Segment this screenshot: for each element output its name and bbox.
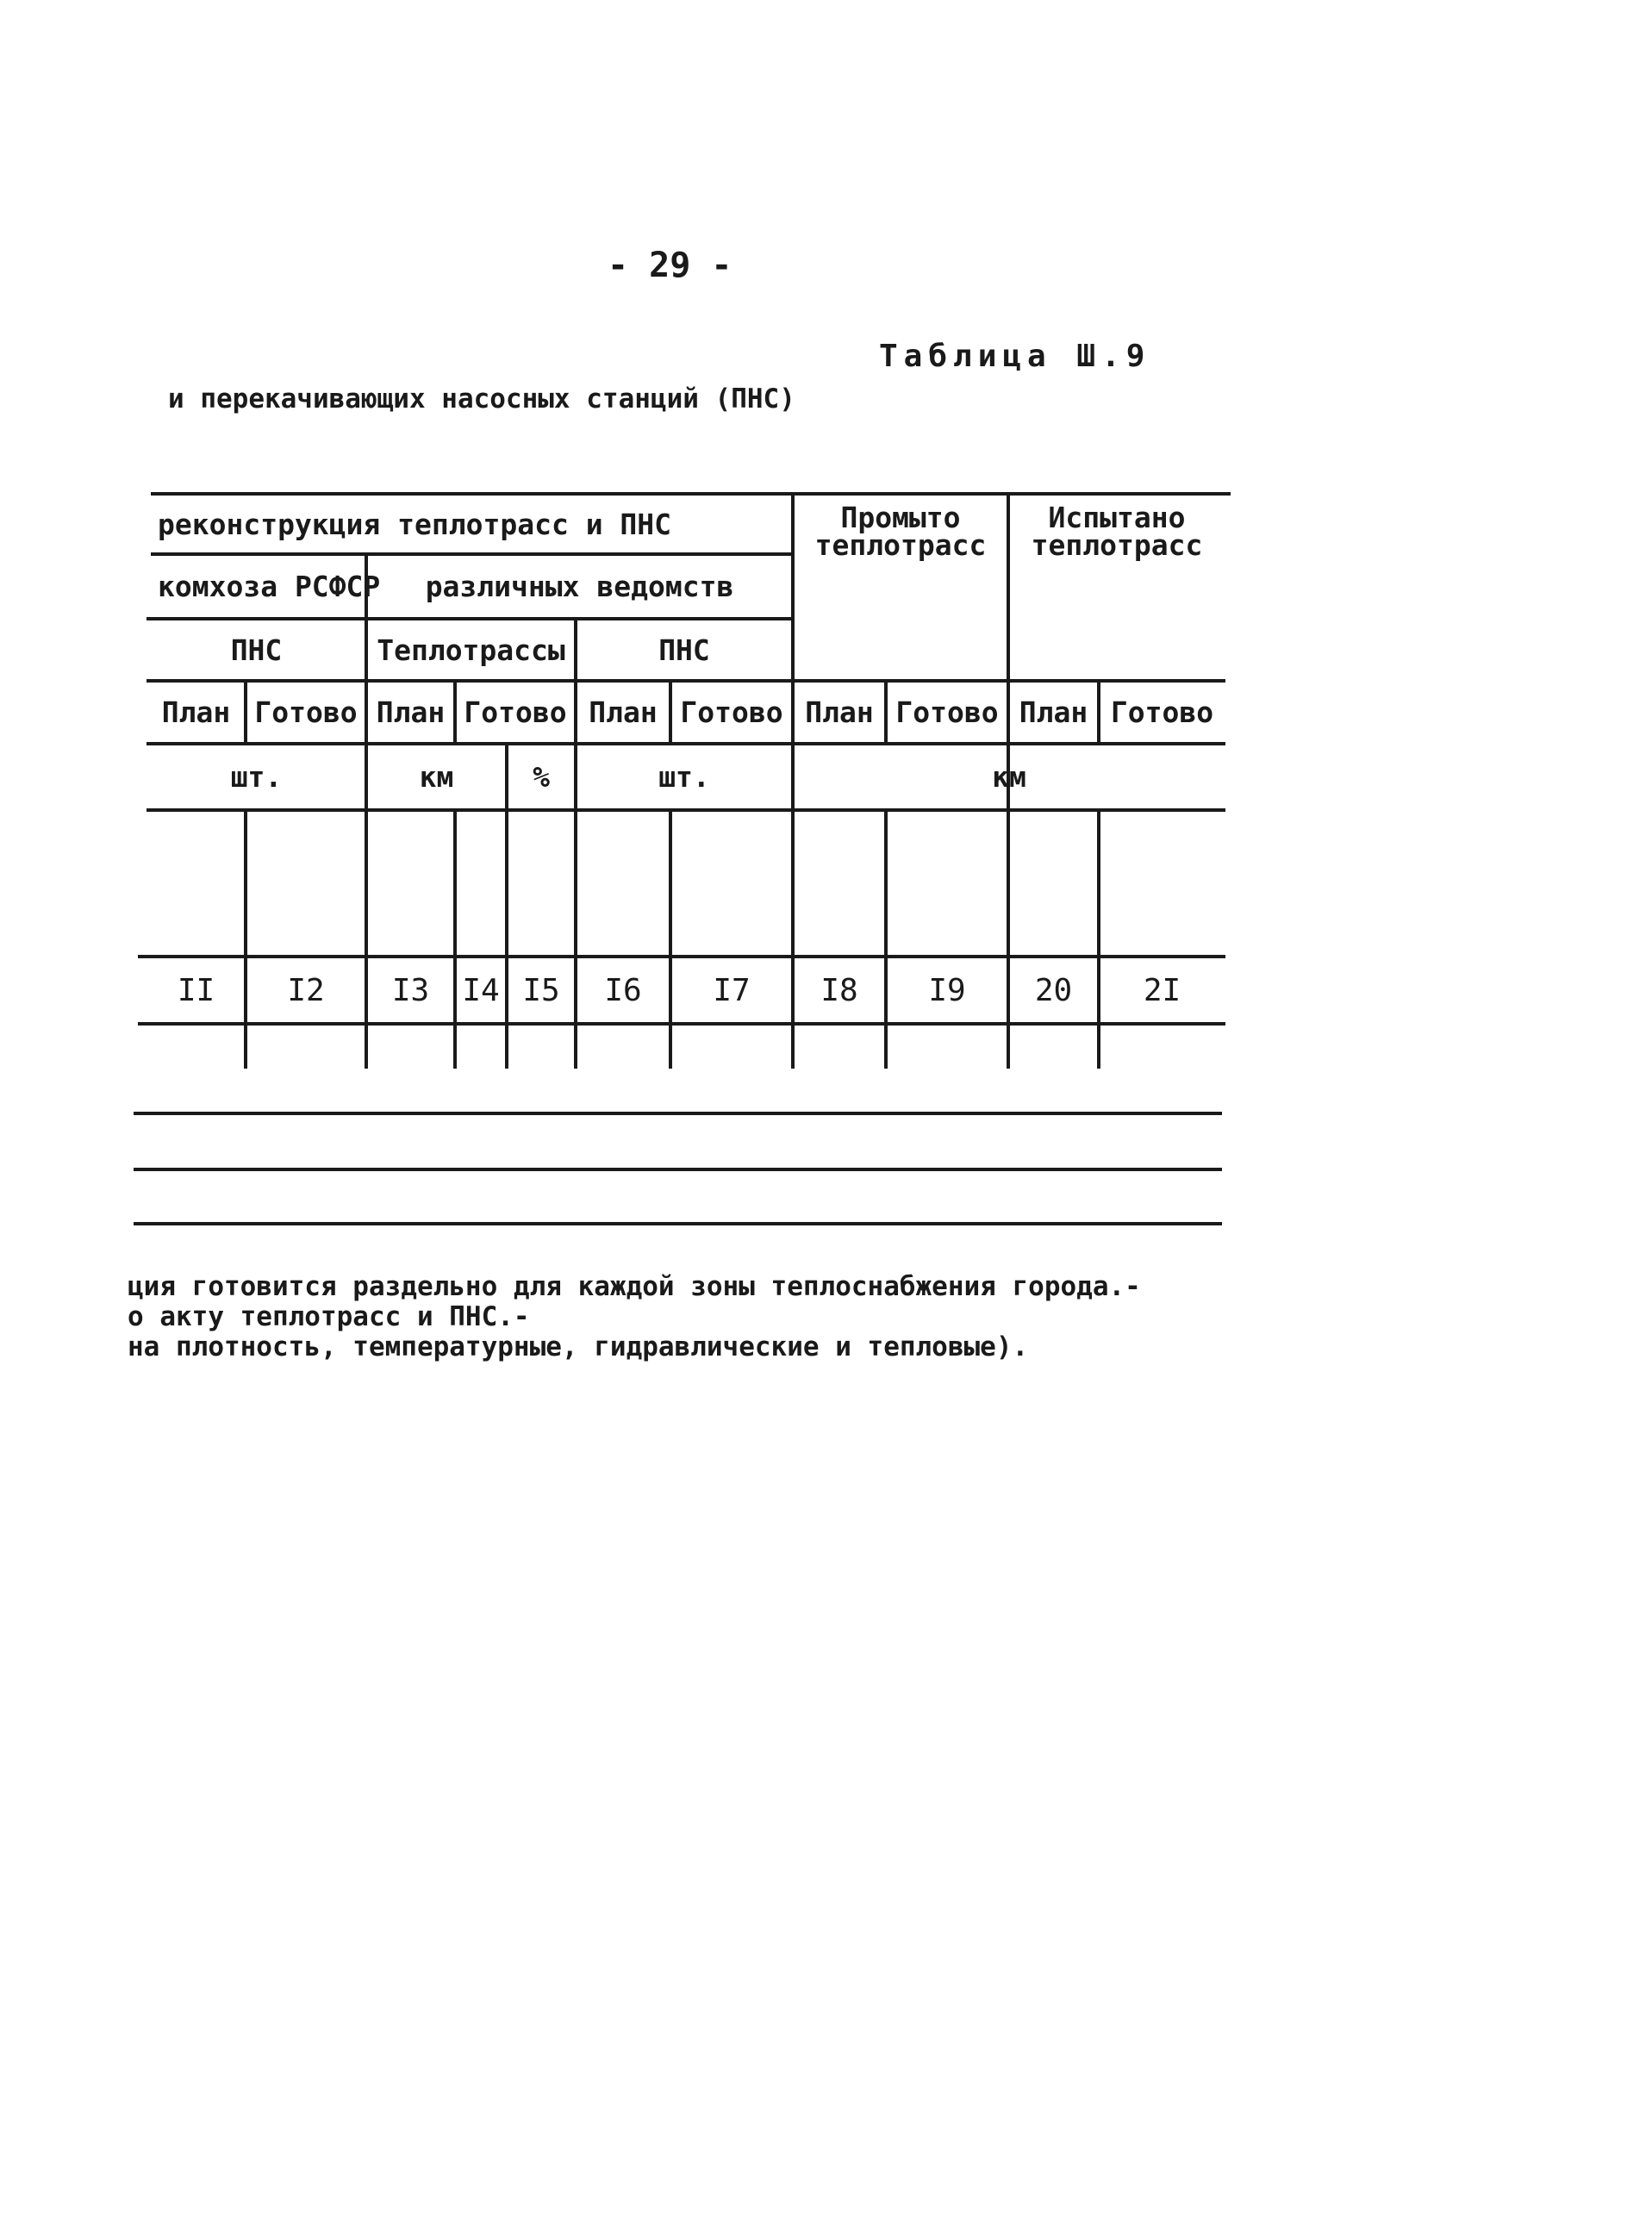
- header-plan: План: [1019, 695, 1088, 729]
- header-komhoz: комхоза РСФСР: [158, 570, 381, 603]
- header-ready: Готово: [895, 695, 999, 729]
- unit-percent: %: [533, 760, 550, 794]
- unit-pcs: шт.: [230, 760, 283, 794]
- header-ready: Готово: [1110, 695, 1214, 729]
- header-ready: Готово: [680, 695, 783, 729]
- header-plan: План: [805, 695, 874, 729]
- column-number: I3: [391, 972, 430, 1008]
- page-number: - 29 -: [608, 246, 732, 285]
- header-various-agencies: различных ведомств: [425, 570, 734, 603]
- header-heatlines: Теплотрассы: [377, 633, 565, 667]
- column-number: 2I: [1143, 972, 1181, 1008]
- unit-km: км: [419, 760, 454, 794]
- column-number: I8: [820, 972, 858, 1008]
- column-number: 20: [1034, 972, 1073, 1008]
- column-number: I7: [713, 972, 751, 1008]
- footnote: ция готовится раздельно для каждой зоны теплоснабжения города.-: [128, 1271, 1141, 1302]
- column-number: II: [177, 972, 215, 1008]
- column-number: I5: [522, 972, 560, 1008]
- footnote: на плотность, температурные, гидравлические и тепловые).: [128, 1331, 1029, 1362]
- header-pns-1: ПНС: [230, 633, 283, 667]
- header-ready: Готово: [464, 695, 567, 729]
- header-plan: План: [161, 695, 231, 729]
- header-group-tested: Испытано теплотрасс: [1031, 501, 1203, 562]
- unit-km: км: [992, 760, 1026, 794]
- column-number: I4: [462, 972, 500, 1008]
- header-ready: Готово: [254, 695, 358, 729]
- header-group-washed: Промыто теплотрасс: [814, 501, 987, 562]
- column-number: I2: [287, 972, 325, 1008]
- column-number: I9: [928, 972, 966, 1008]
- header-group-main: реконструкция теплотрасс и ПНС: [158, 507, 672, 541]
- header-plan: План: [589, 695, 658, 729]
- table-label: Таблица Ш.9: [879, 339, 1151, 374]
- table-subtitle: и перекачивающих насосных станций (ПНС): [168, 383, 795, 415]
- footnote: о акту теплотрасс и ПНС.-: [128, 1301, 530, 1332]
- column-number: I6: [604, 972, 642, 1008]
- header-pns-2: ПНС: [658, 633, 710, 667]
- unit-pcs: шт.: [658, 760, 710, 794]
- header-plan: План: [376, 695, 446, 729]
